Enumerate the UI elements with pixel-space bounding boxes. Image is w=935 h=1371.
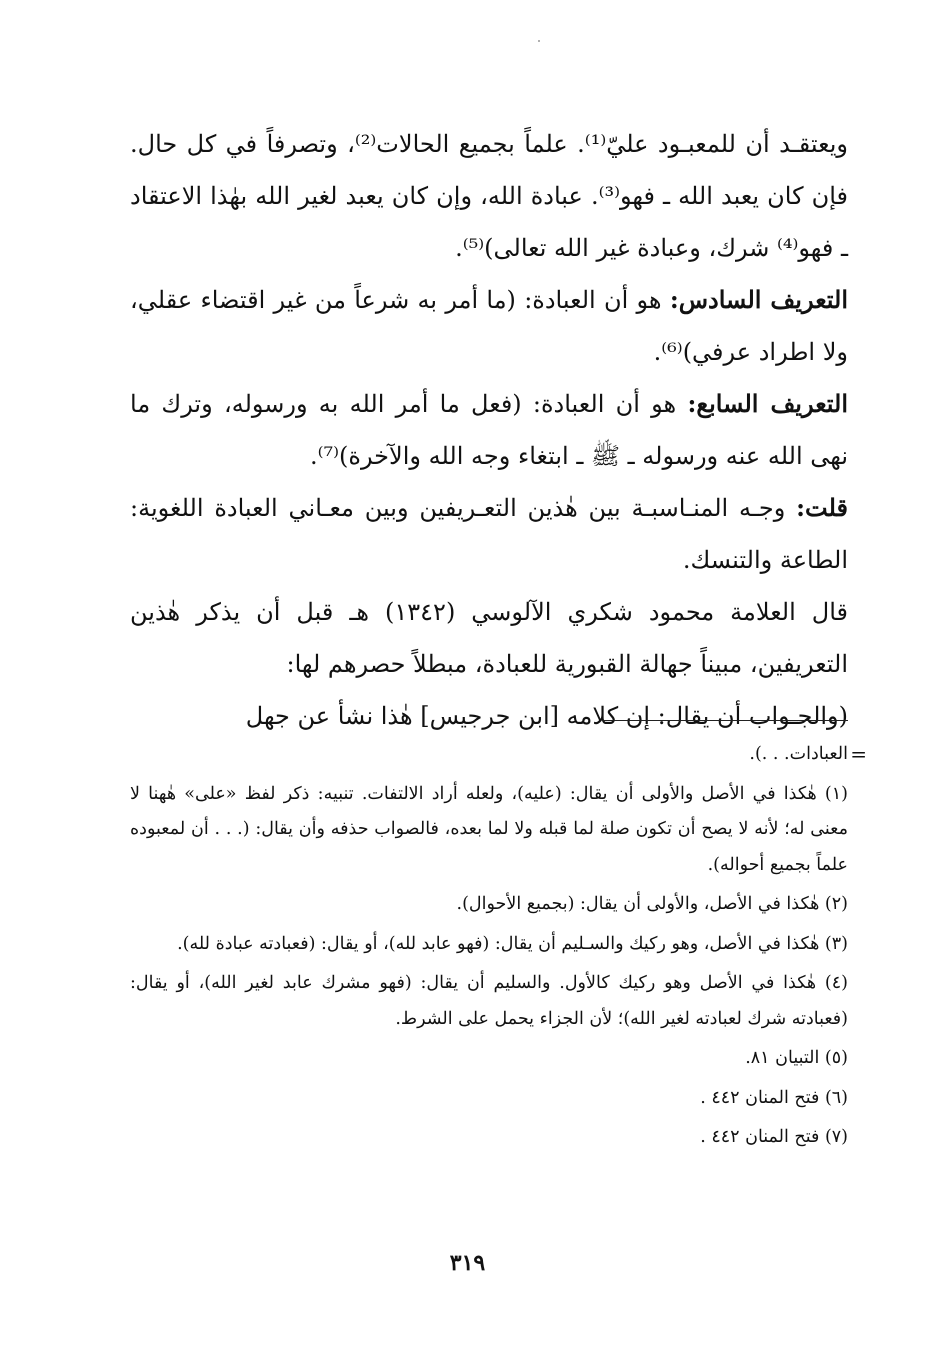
paragraph-1: ويعتقـد أن للمعبـود عليّ⁽¹⁾. علماً بجميع الحالات⁽²⁾، وتصرفاً في كل حال. فإن كان يعبد الله ـ فهو⁽³⁾. عبادة الله، وإن كان يعبد لغير الله بهٰذا الاعتقاد ـ فهو⁽⁴⁾ شرك، وعبادة غير الله تعالى)⁽⁵⁾. [130,130,848,262]
definition-7-text: هو أن العبادة: (فعل ما أمر الله به ورسوله، وترك ما نهى الله عنه ورسوله ـ ﷺ ـ ابتغاء وجه الله والآخرة)⁽⁷⁾. [130,390,848,470]
definition-6-text: هو أن العبادة: (ما أمر به شرعاً من غير اقتضاء عقلي، ولا اطراد عرفي)⁽⁶⁾. [130,286,848,366]
footnote-2: (٢) هٰكذا في الأصل، والأولى أن يقال: (بجميع الأحوال). [456,894,848,914]
footnote-1: (١) هٰكذا في الأصل والأولى أن يقال: (عليه)، ولعله أراد الالتفات. تنبيه: ذكر لفظ «على» هٰهنا لا معنى له؛ لأنه لا يصح أن تكون صلة لما قبله ولا لما بعده، فالصواب حذفه وأن يقال: (. . . أن لمعبوده علماً بجميع أحواله). [130,783,848,875]
continuation-mark: = [850,742,867,766]
continuation-text: العبادات. . .). [749,744,848,764]
footnote-7: (٧) فتح المنان ٤٤٢ . [700,1127,848,1147]
definition-7-heading: التعريف السابع: [687,389,849,418]
paragraph-definition-6 [130,274,848,378]
paragraph-alusi: قال العلامة محمود شكري الآلوسي (١٣٤٢) هـ قبل أن يذكر هٰذين التعريفين، مبيناً جهالة القبورية للعبادة، مبطلاً حصرهم لها: [130,598,848,678]
qultu-text: وجـه المنـاسبـة بين هٰذين التعـريفين وبين معـاني العبادة اللغوية: الطاعة والتنسك. [130,494,848,574]
footnote-6: (٦) فتح المنان ٤٤٢ . [700,1087,848,1108]
paragraph-quote: (والجـواب أن يقال: إن كلامه [ابن جرجيس] هٰذا نشأ عن جهل [245,702,848,730]
page-number: ٣١٩ [449,1250,486,1276]
footnote-separator [602,720,848,721]
main-text [130,118,848,742]
footnote-3: (٣) هٰكذا في الأصل، وهو ركيك والسـليم أن يقال: (فهو عابد لله)، أو يقال: (فعبادته عبادة لله). [177,933,848,954]
scan-speck [538,40,540,42]
qultu-heading: قلت: [796,493,848,522]
footnote-5: (٥) التبيان ٨١. [745,1048,848,1068]
paragraph-definition-7 [130,378,848,482]
footnote-continuation [130,737,867,773]
paragraph-qultu [130,482,848,586]
footnote-4: (٤) هٰكذا في الأصل وهو ركيك كالأول. والسليم أن يقال: (فهو مشرك عابد لغير الله)، أو يقال: (فعبادته شرك لعبادته لغير الله)؛ لأن الجزاء يحمل على الشرط. [130,973,848,1029]
footnotes [130,737,867,1156]
definition-6-heading: التعريف السادس: [669,285,848,314]
